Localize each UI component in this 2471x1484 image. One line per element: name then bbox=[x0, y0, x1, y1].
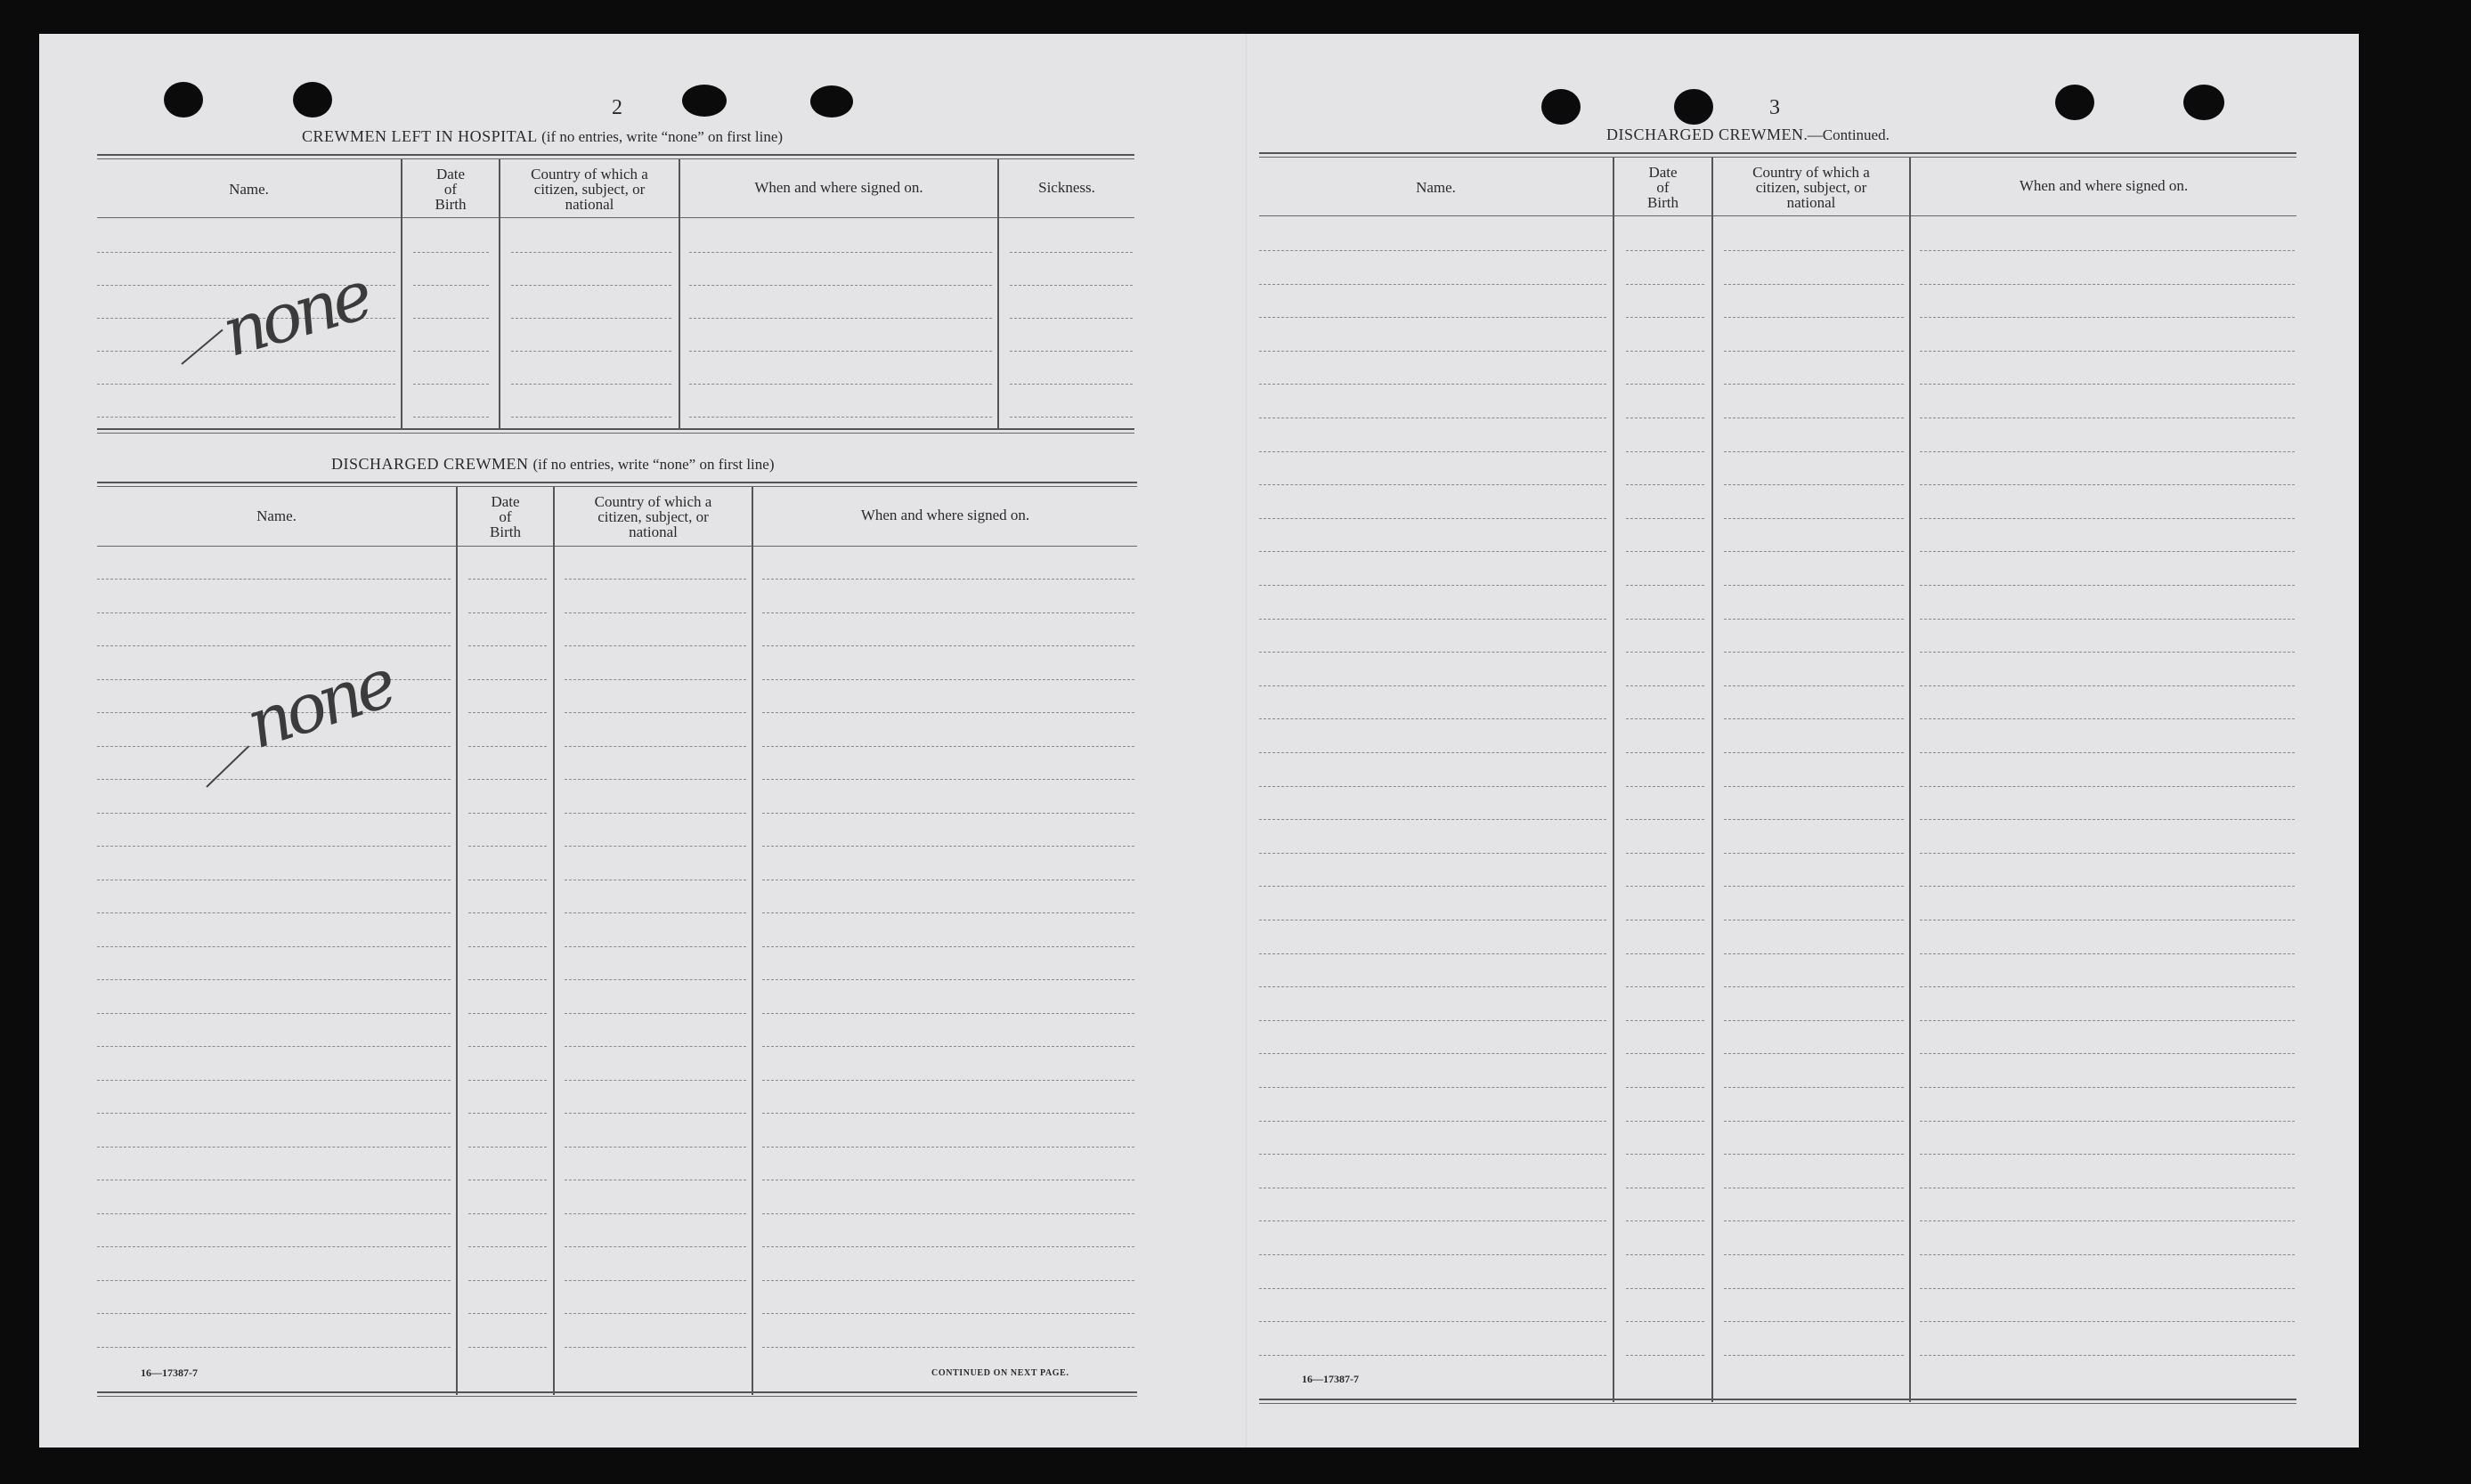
ruled-line bbox=[468, 1046, 547, 1047]
ruled-line bbox=[97, 1280, 451, 1281]
ruled-line bbox=[1259, 351, 1606, 352]
ruled-line bbox=[1259, 752, 1606, 753]
ruled-line bbox=[1259, 1087, 1606, 1088]
ruled-line bbox=[1920, 1154, 2295, 1155]
ruled-line bbox=[468, 579, 547, 580]
ruled-line bbox=[1920, 384, 2295, 385]
discharged-handwritten-entry: none bbox=[237, 643, 402, 765]
ruled-line bbox=[1626, 451, 1704, 452]
ruled-line bbox=[762, 1080, 1134, 1081]
discharged-table-bottom-rule bbox=[97, 1391, 1137, 1393]
hospital-col-signed: When and where signed on. bbox=[754, 179, 923, 196]
ruled-line bbox=[1920, 351, 2295, 352]
ruled-line bbox=[97, 612, 451, 613]
ruled-line bbox=[97, 1080, 451, 1081]
ruled-line bbox=[468, 746, 547, 747]
ruled-line bbox=[762, 846, 1134, 847]
continued-note: CONTINUED ON NEXT PAGE. bbox=[931, 1368, 1069, 1378]
ruled-line bbox=[97, 1113, 451, 1114]
ruled-line bbox=[1010, 384, 1133, 385]
discharged-col-divider bbox=[752, 487, 753, 1395]
ruled-line bbox=[468, 946, 547, 947]
right-header-rule bbox=[1259, 215, 2296, 216]
ruled-line bbox=[1724, 652, 1904, 653]
ruled-line bbox=[468, 1113, 547, 1114]
hospital-handwriting-stroke bbox=[181, 329, 223, 365]
ruled-line bbox=[1626, 652, 1704, 653]
ruled-line bbox=[1259, 786, 1606, 787]
ruled-line bbox=[762, 645, 1134, 646]
ruled-line bbox=[689, 384, 992, 385]
ruled-line bbox=[1010, 417, 1133, 418]
ruled-line bbox=[565, 1046, 746, 1047]
ruled-line bbox=[1920, 752, 2295, 753]
ruled-line bbox=[97, 846, 451, 847]
ruled-line bbox=[565, 1213, 746, 1214]
hospital-handwritten-entry: none bbox=[213, 255, 377, 372]
ruled-line bbox=[1259, 484, 1606, 485]
ruled-line bbox=[1010, 351, 1133, 352]
ruled-line bbox=[97, 645, 451, 646]
ruled-line bbox=[1626, 953, 1704, 954]
hospital-col-divider bbox=[679, 159, 680, 429]
ruled-line bbox=[762, 579, 1134, 580]
ruled-line bbox=[762, 1013, 1134, 1014]
ruled-line bbox=[468, 1280, 547, 1281]
ruled-line bbox=[565, 813, 746, 814]
ruled-line bbox=[565, 1280, 746, 1281]
ruled-line bbox=[565, 1246, 746, 1247]
hospital-header-rule bbox=[97, 217, 1134, 218]
right-table-bottom-rule-2 bbox=[1259, 1403, 2296, 1404]
ruled-line bbox=[1724, 317, 1904, 318]
hospital-table-top-rule bbox=[97, 154, 1134, 156]
ruled-line bbox=[1259, 317, 1606, 318]
discharged-table-top-rule bbox=[97, 482, 1137, 483]
ruled-line bbox=[1724, 351, 1904, 352]
ruled-line bbox=[1259, 819, 1606, 820]
hospital-table-bottom-rule bbox=[97, 428, 1134, 430]
ruled-line bbox=[1724, 886, 1904, 887]
ruled-line bbox=[1259, 1321, 1606, 1322]
ruled-line bbox=[1626, 384, 1704, 385]
discharged-table-top-rule-2 bbox=[97, 486, 1137, 487]
ruled-line bbox=[565, 712, 746, 713]
discharged-title-note: (if no entries, write “none” on first line) bbox=[532, 456, 775, 473]
ruled-line bbox=[565, 912, 746, 913]
ruled-line bbox=[468, 813, 547, 814]
discharged-col-divider bbox=[553, 487, 555, 1395]
ruled-line bbox=[762, 946, 1134, 947]
ruled-line bbox=[1626, 685, 1704, 686]
ruled-line bbox=[1920, 1355, 2295, 1356]
ruled-line bbox=[1259, 1355, 1606, 1356]
discharged-title-text: DISCHARGED CREWMEN bbox=[331, 455, 529, 473]
ruled-line bbox=[565, 779, 746, 780]
ruled-line bbox=[1259, 1053, 1606, 1054]
punch-hole bbox=[682, 85, 727, 117]
right-col-name: Name. bbox=[1416, 179, 1456, 196]
ruled-line bbox=[97, 779, 451, 780]
ruled-line bbox=[1724, 1355, 1904, 1356]
page-number-right: 3 bbox=[1769, 96, 1780, 119]
ruled-line bbox=[1626, 351, 1704, 352]
ruled-line bbox=[97, 1246, 451, 1247]
ruled-line bbox=[1920, 551, 2295, 552]
ruled-line bbox=[468, 1246, 547, 1247]
ruled-line bbox=[565, 679, 746, 680]
ruled-line bbox=[1724, 853, 1904, 854]
ruled-line bbox=[1920, 317, 2295, 318]
ruled-line bbox=[1259, 953, 1606, 954]
ruled-line bbox=[1724, 1121, 1904, 1122]
ruled-line bbox=[97, 1347, 451, 1348]
ruled-line bbox=[762, 912, 1134, 913]
ruled-line bbox=[1259, 451, 1606, 452]
ruled-line bbox=[1626, 317, 1704, 318]
ruled-line bbox=[468, 712, 547, 713]
right-col-dob: Date of Birth bbox=[1647, 164, 1678, 211]
ruled-line bbox=[1920, 819, 2295, 820]
ruled-line bbox=[1724, 1020, 1904, 1021]
ruled-line bbox=[1920, 1053, 2295, 1054]
right-table-top-rule bbox=[1259, 152, 2296, 154]
ruled-line bbox=[97, 1213, 451, 1214]
ruled-line bbox=[1724, 752, 1904, 753]
ruled-line bbox=[1626, 1154, 1704, 1155]
ruled-line bbox=[1259, 1020, 1606, 1021]
right-discharged-title bbox=[1606, 126, 1890, 144]
right-col-divider bbox=[1613, 158, 1614, 1402]
ruled-line bbox=[565, 1080, 746, 1081]
ruled-line bbox=[1259, 250, 1606, 251]
ruled-line bbox=[1920, 986, 2295, 987]
ruled-line bbox=[1724, 585, 1904, 586]
ruled-line bbox=[565, 579, 746, 580]
ruled-line bbox=[762, 1113, 1134, 1114]
ruled-line bbox=[1626, 585, 1704, 586]
ruled-line bbox=[1259, 986, 1606, 987]
ruled-line bbox=[97, 252, 395, 253]
ruled-line bbox=[762, 779, 1134, 780]
hospital-table-bottom-rule-2 bbox=[97, 433, 1134, 434]
ruled-line bbox=[1259, 284, 1606, 285]
ruled-line bbox=[413, 351, 489, 352]
ruled-line bbox=[1724, 1288, 1904, 1289]
hospital-col-sickness: Sickness. bbox=[1038, 179, 1095, 196]
ruled-line bbox=[689, 318, 992, 319]
ruled-line bbox=[468, 679, 547, 680]
discharged-col-name: Name. bbox=[256, 507, 297, 524]
ruled-line bbox=[97, 1046, 451, 1047]
ruled-line bbox=[762, 612, 1134, 613]
form-number-right: 16—17387-7 bbox=[1302, 1373, 1359, 1385]
ruled-line bbox=[1724, 551, 1904, 552]
ruled-line bbox=[1724, 250, 1904, 251]
punch-hole bbox=[293, 82, 332, 118]
ruled-line bbox=[1259, 886, 1606, 887]
ruled-line bbox=[689, 351, 992, 352]
ruled-line bbox=[413, 417, 489, 418]
ruled-line bbox=[1626, 1220, 1704, 1221]
ruled-line bbox=[1724, 1154, 1904, 1155]
right-table-bottom-rule bbox=[1259, 1399, 2296, 1400]
ruled-line bbox=[1920, 786, 2295, 787]
ruled-line bbox=[1920, 853, 2295, 854]
ruled-line bbox=[1920, 1087, 2295, 1088]
ruled-line bbox=[413, 252, 489, 253]
ruled-line bbox=[1920, 585, 2295, 586]
ruled-line bbox=[1626, 718, 1704, 719]
ruled-line bbox=[1920, 1254, 2295, 1255]
discharged-table-bottom-rule-2 bbox=[97, 1396, 1137, 1397]
ruled-line bbox=[413, 384, 489, 385]
ruled-line bbox=[1920, 718, 2295, 719]
ruled-line bbox=[1259, 619, 1606, 620]
ruled-line bbox=[1626, 752, 1704, 753]
ruled-line bbox=[97, 1313, 451, 1314]
punch-hole bbox=[2183, 85, 2224, 120]
ruled-line bbox=[1259, 1220, 1606, 1221]
ruled-line bbox=[1626, 819, 1704, 820]
ruled-line bbox=[1724, 953, 1904, 954]
ruled-line bbox=[1920, 1220, 2295, 1221]
punch-hole bbox=[164, 82, 203, 118]
punch-hole bbox=[1674, 89, 1713, 125]
ruled-line bbox=[1920, 685, 2295, 686]
ruled-line bbox=[1626, 1121, 1704, 1122]
ruled-line bbox=[762, 746, 1134, 747]
ruled-line bbox=[468, 779, 547, 780]
discharged-col-country: Country of which a citizen, subject, or national bbox=[594, 493, 712, 540]
ruled-line bbox=[565, 846, 746, 847]
ruled-line bbox=[762, 813, 1134, 814]
ruled-line bbox=[1920, 886, 2295, 887]
ruled-line bbox=[565, 612, 746, 613]
ruled-line bbox=[1259, 1121, 1606, 1122]
ruled-line bbox=[1920, 1121, 2295, 1122]
ruled-line bbox=[1626, 619, 1704, 620]
ruled-line bbox=[511, 417, 671, 418]
ruled-line bbox=[762, 1280, 1134, 1281]
ruled-line bbox=[1920, 619, 2295, 620]
ruled-line bbox=[1626, 853, 1704, 854]
hospital-title-text: CREWMEN LEFT IN HOSPITAL bbox=[302, 127, 538, 145]
ruled-line bbox=[1259, 685, 1606, 686]
ruled-line bbox=[1724, 1220, 1904, 1221]
ruled-line bbox=[468, 1347, 547, 1348]
ruled-line bbox=[1724, 819, 1904, 820]
ruled-line bbox=[1259, 1154, 1606, 1155]
ruled-line bbox=[511, 285, 671, 286]
ruled-line bbox=[468, 1213, 547, 1214]
ruled-line bbox=[1626, 886, 1704, 887]
ruled-line bbox=[762, 1313, 1134, 1314]
ruled-line bbox=[1259, 853, 1606, 854]
discharged-table-title bbox=[331, 455, 774, 474]
ruled-line bbox=[511, 252, 671, 253]
ruled-line bbox=[565, 1347, 746, 1348]
ruled-line bbox=[1010, 318, 1133, 319]
ruled-line bbox=[1920, 284, 2295, 285]
ruled-line bbox=[1724, 718, 1904, 719]
ruled-line bbox=[565, 645, 746, 646]
ruled-line bbox=[565, 1313, 746, 1314]
ruled-line bbox=[1920, 451, 2295, 452]
ruled-line bbox=[97, 417, 395, 418]
ruled-line bbox=[1626, 1254, 1704, 1255]
ruled-line bbox=[1724, 518, 1904, 519]
ruled-line bbox=[1259, 652, 1606, 653]
ruled-line bbox=[1724, 1053, 1904, 1054]
ruled-line bbox=[1259, 384, 1606, 385]
ruled-line bbox=[1724, 1254, 1904, 1255]
ruled-line bbox=[762, 1046, 1134, 1047]
ruled-line bbox=[97, 979, 451, 980]
ruled-line bbox=[1724, 986, 1904, 987]
ruled-line bbox=[1626, 1087, 1704, 1088]
ruled-line bbox=[1626, 1355, 1704, 1356]
ruled-line bbox=[565, 979, 746, 980]
right-col-divider bbox=[1711, 158, 1713, 1402]
page-number-left: 2 bbox=[612, 96, 622, 119]
ruled-line bbox=[565, 1113, 746, 1114]
ruled-line bbox=[511, 318, 671, 319]
ruled-line bbox=[1724, 484, 1904, 485]
right-col-divider bbox=[1909, 158, 1911, 1402]
ruled-line bbox=[468, 912, 547, 913]
hospital-col-name: Name. bbox=[229, 181, 269, 198]
ruled-line bbox=[511, 351, 671, 352]
ruled-line bbox=[762, 979, 1134, 980]
ruled-line bbox=[1920, 1288, 2295, 1289]
ruled-line bbox=[1010, 285, 1133, 286]
ruled-line bbox=[1259, 1288, 1606, 1289]
ruled-line bbox=[468, 1080, 547, 1081]
ruled-line bbox=[1259, 518, 1606, 519]
ruled-line bbox=[565, 946, 746, 947]
ruled-line bbox=[97, 384, 395, 385]
ruled-line bbox=[97, 579, 451, 580]
ruled-line bbox=[468, 612, 547, 613]
ruled-line bbox=[1259, 551, 1606, 552]
ruled-line bbox=[762, 1347, 1134, 1348]
ruled-line bbox=[1724, 284, 1904, 285]
page-fold bbox=[1246, 34, 1248, 1448]
right-col-signed: When and where signed on. bbox=[2019, 177, 2189, 194]
ruled-line bbox=[565, 746, 746, 747]
ruled-line bbox=[762, 1246, 1134, 1247]
right-col-country: Country of which a citizen, subject, or national bbox=[1752, 164, 1870, 211]
punch-hole bbox=[2055, 85, 2094, 120]
ruled-line bbox=[97, 912, 451, 913]
ruled-line bbox=[1724, 1087, 1904, 1088]
ruled-line bbox=[689, 252, 992, 253]
document-sheet bbox=[39, 34, 2359, 1448]
hospital-title-note: (if no entries, write “none” on first line) bbox=[541, 128, 784, 145]
ruled-line bbox=[468, 1013, 547, 1014]
discharged-header-rule bbox=[97, 546, 1137, 547]
ruled-line bbox=[468, 645, 547, 646]
right-table-top-rule-2 bbox=[1259, 157, 2296, 158]
ruled-line bbox=[1920, 953, 2295, 954]
hospital-table-top-rule-2 bbox=[97, 158, 1134, 159]
ruled-line bbox=[762, 1213, 1134, 1214]
ruled-line bbox=[565, 1013, 746, 1014]
ruled-line bbox=[413, 285, 489, 286]
punch-hole bbox=[810, 85, 853, 118]
ruled-line bbox=[1626, 786, 1704, 787]
ruled-line bbox=[468, 1313, 547, 1314]
ruled-line bbox=[1010, 252, 1133, 253]
hospital-col-country: Country of which a citizen, subject, or national bbox=[531, 166, 648, 213]
ruled-line bbox=[468, 979, 547, 980]
ruled-line bbox=[1724, 384, 1904, 385]
form-number-left: 16—17387-7 bbox=[141, 1366, 198, 1379]
ruled-line bbox=[1920, 484, 2295, 485]
ruled-line bbox=[97, 813, 451, 814]
discharged-col-divider bbox=[456, 487, 458, 1395]
ruled-line bbox=[762, 712, 1134, 713]
ruled-line bbox=[1259, 1254, 1606, 1255]
ruled-line bbox=[97, 946, 451, 947]
ruled-line bbox=[1920, 1321, 2295, 1322]
ruled-line bbox=[1724, 685, 1904, 686]
discharged-handwriting-stroke bbox=[206, 745, 249, 787]
ruled-line bbox=[1920, 652, 2295, 653]
ruled-line bbox=[1920, 1020, 2295, 1021]
ruled-line bbox=[1626, 484, 1704, 485]
right-title-text: DISCHARGED CREWMEN bbox=[1606, 126, 1804, 143]
ruled-line bbox=[1724, 451, 1904, 452]
ruled-line bbox=[1626, 1321, 1704, 1322]
ruled-line bbox=[511, 384, 671, 385]
ruled-line bbox=[1626, 551, 1704, 552]
discharged-col-signed: When and where signed on. bbox=[860, 507, 1030, 523]
ruled-line bbox=[1724, 1321, 1904, 1322]
hospital-col-divider bbox=[997, 159, 999, 429]
ruled-line bbox=[1920, 518, 2295, 519]
punch-hole bbox=[1541, 89, 1581, 125]
ruled-line bbox=[1626, 284, 1704, 285]
ruled-line bbox=[1626, 250, 1704, 251]
ruled-line bbox=[1724, 619, 1904, 620]
ruled-line bbox=[97, 1013, 451, 1014]
right-title-suffix: .—Continued. bbox=[1803, 126, 1890, 143]
ruled-line bbox=[1259, 585, 1606, 586]
hospital-table-title bbox=[302, 127, 783, 146]
ruled-line bbox=[1626, 986, 1704, 987]
ruled-line bbox=[1626, 518, 1704, 519]
ruled-line bbox=[1259, 718, 1606, 719]
ruled-line bbox=[413, 318, 489, 319]
ruled-line bbox=[1920, 250, 2295, 251]
ruled-line bbox=[689, 285, 992, 286]
ruled-line bbox=[1626, 1288, 1704, 1289]
ruled-line bbox=[468, 846, 547, 847]
hospital-col-dob: Date of Birth bbox=[435, 166, 467, 213]
ruled-line bbox=[762, 679, 1134, 680]
ruled-line bbox=[689, 417, 992, 418]
ruled-line bbox=[1724, 786, 1904, 787]
ruled-line bbox=[1626, 1020, 1704, 1021]
ruled-line bbox=[1626, 1053, 1704, 1054]
discharged-col-dob: Date of Birth bbox=[490, 493, 521, 540]
